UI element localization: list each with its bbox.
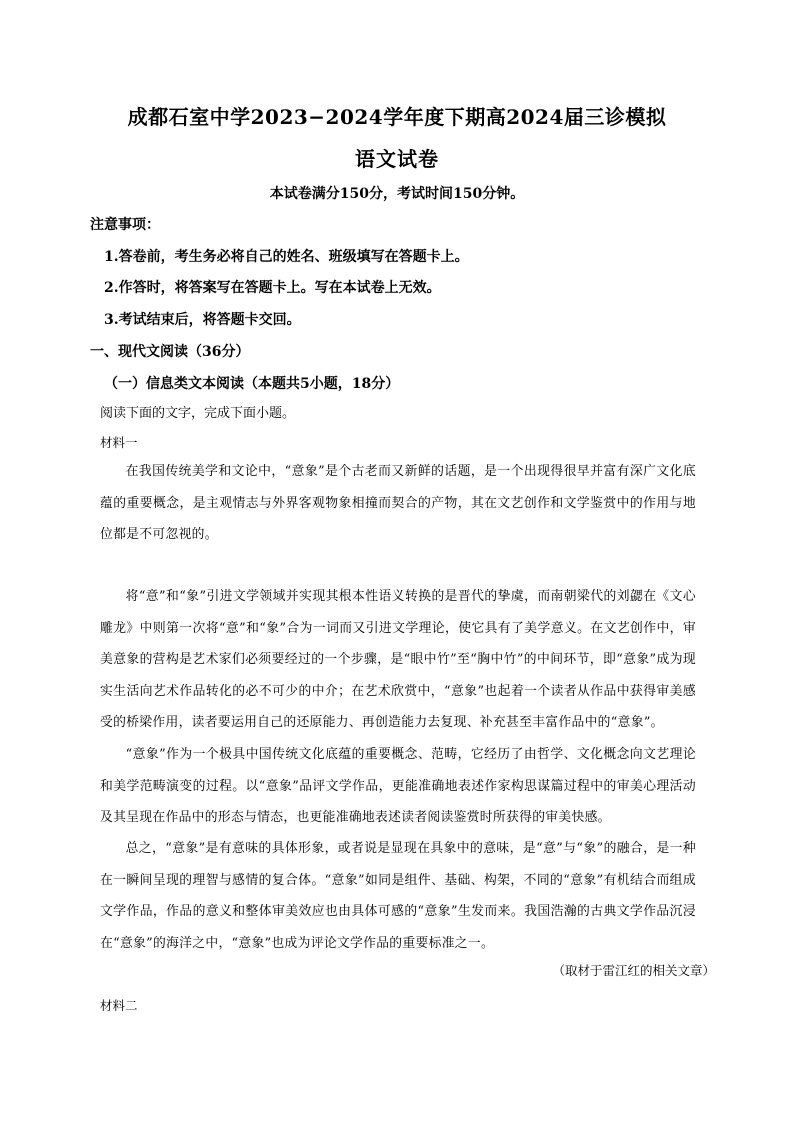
material-paragraph: 在我国传统美学和文论中，“意象”是个古老而又新鲜的话题，是一个出现得很早并富有深广文化底蕴的重要概念，是主观情志与外界客观物象相撞而契合的产物，其在文艺创作和文学鉴赏中的作用与地位都是不可忽视的。 xyxy=(100,464,696,542)
material-paragraph: 将“意”和“象”引进文学领域并实现其根本性语义转换的是晋代的挚虞，而南朝梁代的刘勰在《文心雕龙》中则第一次将“意”和“象”合为一词而又引进文学理论，使它具有了美学意义。在文艺创作中，审美意象的营构是艺术家们必须要经过的一个步骤，是“眼中竹”至“胸中竹”的中间环节，即“意象”成为现实生活向艺术作品转化的必不可少的中介；在艺术欣赏中，“意象”也起着一个读者从作品中获得审美感受的桥梁作用，读者要运用自己的还原能力、再创造能力去复现、补充甚至丰富作品中的“意象”。 xyxy=(100,589,696,730)
material-label: 材料二 xyxy=(100,998,138,1013)
note-item: 2.作答时，将答案写在答题卡上。写在本试卷上无效。 xyxy=(104,280,441,296)
section-heading: 一、现代文阅读（36分） xyxy=(90,344,250,360)
exam-title: 成都石室中学2023−2024学年度下期高2024届三诊模拟 xyxy=(127,105,667,129)
exam-score-time: 本试卷满分150分，考试时间150分钟。 xyxy=(269,186,525,202)
material-source: （取材于雷江红的相关文章） xyxy=(552,963,715,978)
note-item: 1.答卷前，考生务必将自己的姓名、班级填写在答题卡上。 xyxy=(104,249,469,265)
note-item: 3.考试结束后，将答题卡交回。 xyxy=(104,312,301,328)
material-label: 材料一 xyxy=(100,435,138,450)
subsection-heading: （一）信息类文本阅读（本题共5小题，18分） xyxy=(104,376,400,392)
material-paragraph: 总之，“意象”是有意味的具体形象，或者说是显现在具象中的意味，是“意”与“象”的融合，是一种在一瞬间呈现的理智与感情的复合体。“意象”如同是组件、基础、构架，不同的“意象”有机结合而组成文学作品，作品的意义和整体审美效应也由具体可感的“意象”生发而来。我国浩瀚的古典文学作品沉浸在“意象”的海洋之中，“意象”也成为评论文学作品的重要标准之一。 xyxy=(100,841,696,951)
exam-subject: 语文试卷 xyxy=(355,147,439,171)
notes-heading: 注意事项： xyxy=(90,217,160,233)
material-paragraph: “意象”作为一个极具中国传统文化底蕴的重要概念、范畴，它经历了由哲学、文化概念向文艺理论和美学范畴演变的过程。以“意象”品评文学作品，更能准确地表述作家构思谋篇过程中的审美心理活动及其呈现在作品中的形态与情态，也更能准确地表述读者阅读鉴赏时所获得的审美快感。 xyxy=(100,747,696,825)
reading-instruction: 阅读下面的文字，完成下面小题。 xyxy=(100,406,296,421)
